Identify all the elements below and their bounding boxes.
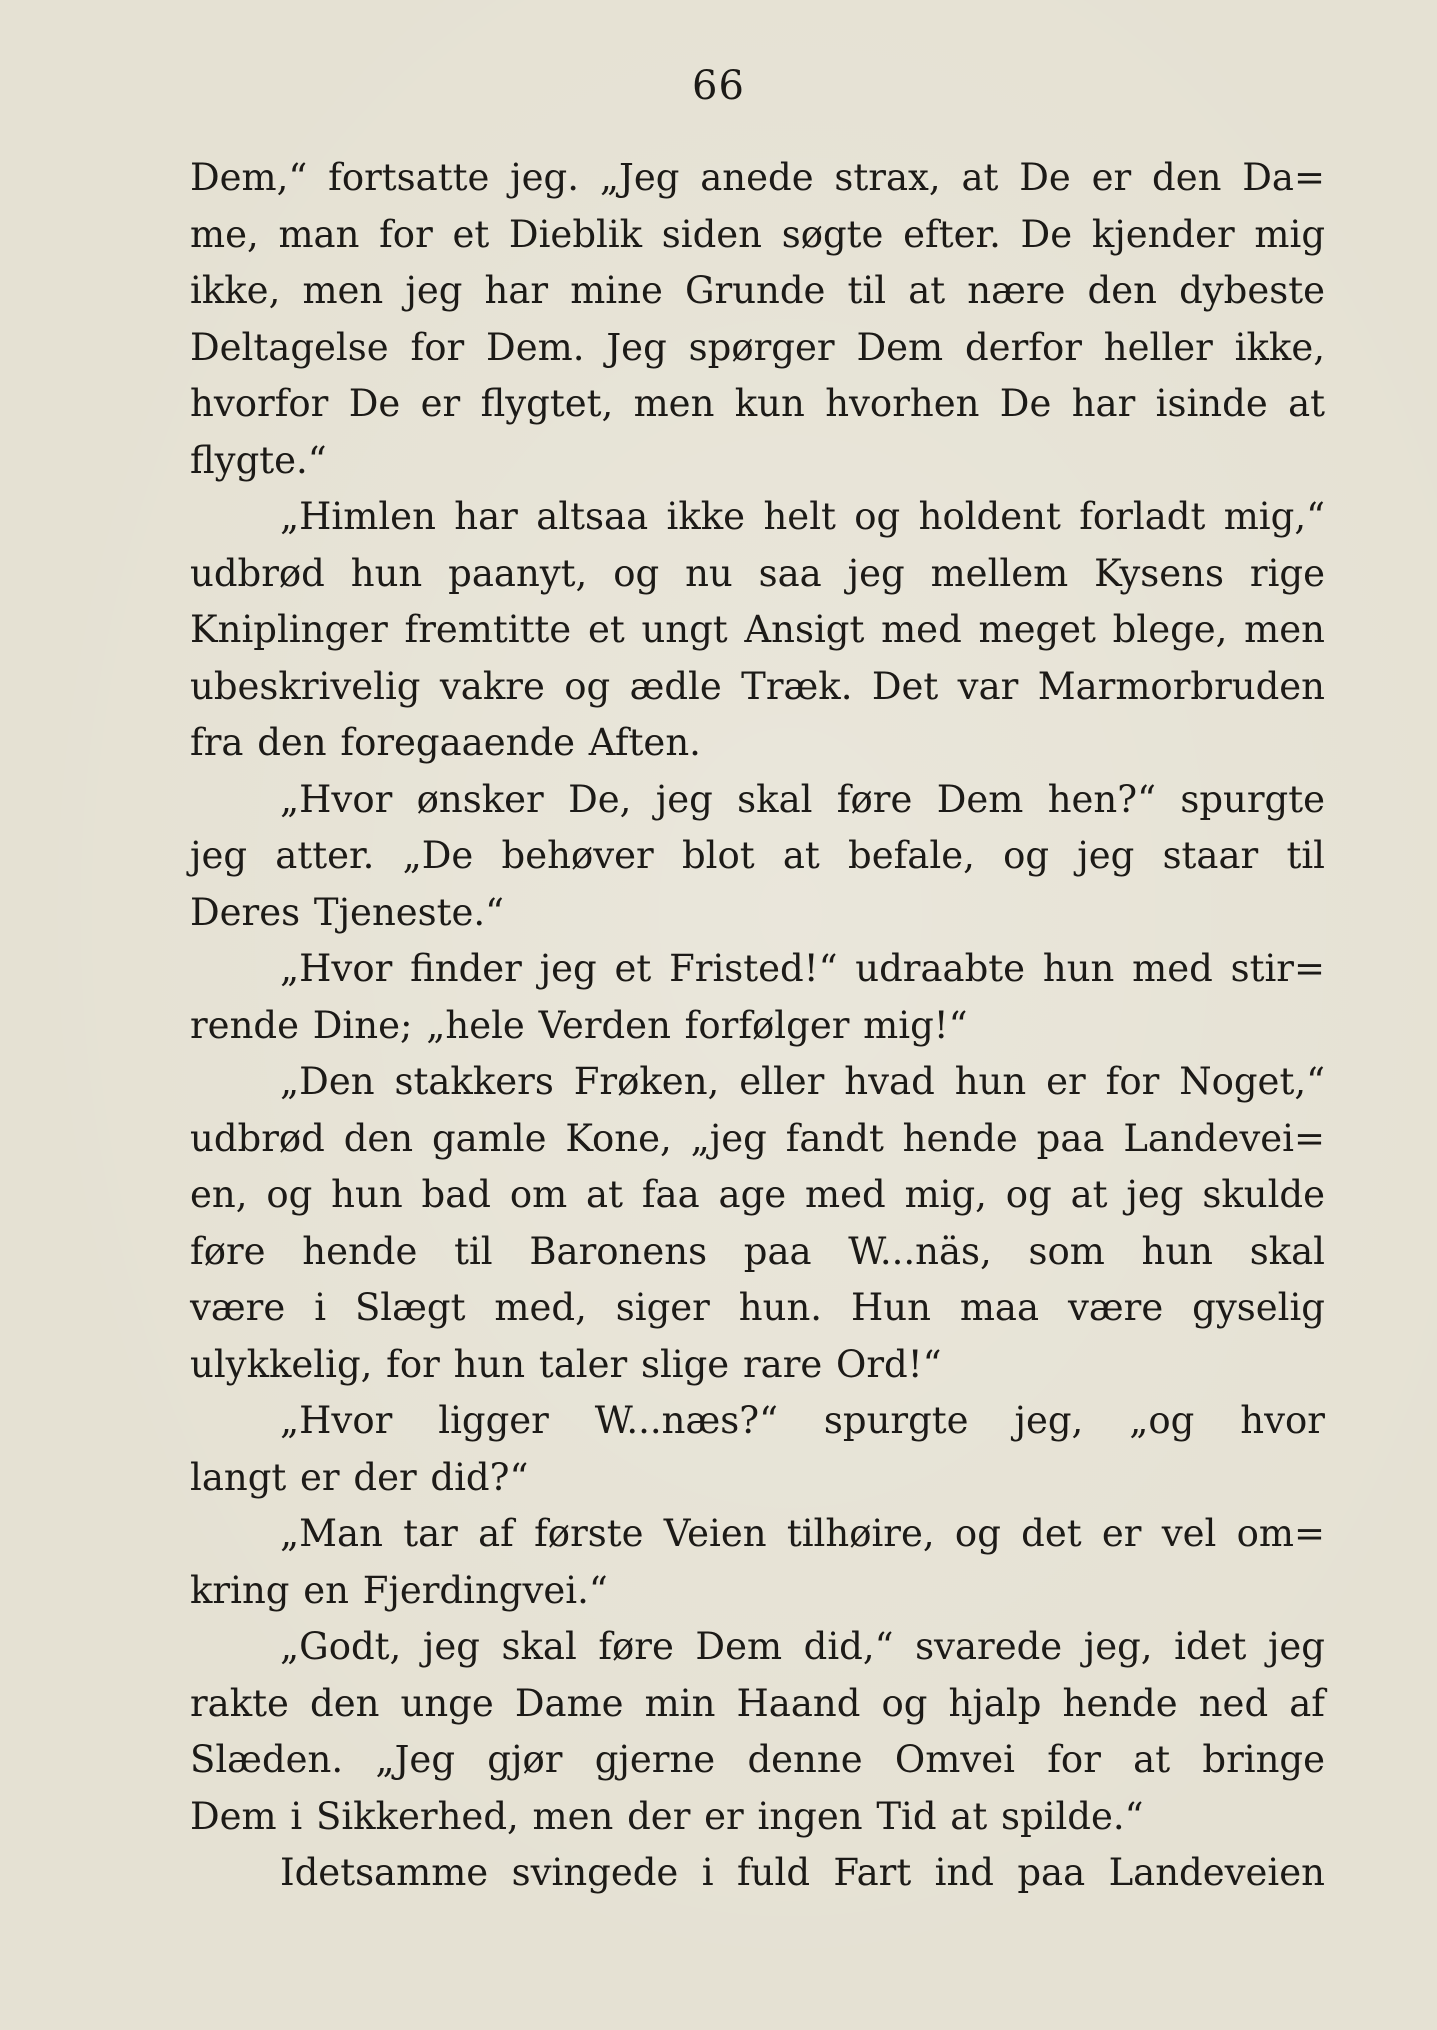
text-line: ubeskrivelig vakre og ædle Træk. Det var Marmorbruden [190, 664, 1325, 708]
text-line: rakte den unge Dame min Haand og hjalp hende ned af [190, 1681, 1325, 1725]
text-line: rende Dine; „hele Verden forfølger mig!“ [190, 1003, 968, 1047]
text-line: „Den stakkers Frøken, eller hvad hun er for Noget,“ [280, 1060, 1325, 1103]
text-line: kring en Fjerdingvei.“ [190, 1568, 608, 1612]
body-text [190, 150, 1325, 1902]
text-line: føre hende til Baronens paa W...näs, som hun skal [190, 1229, 1325, 1273]
text-line: fra den foregaaende Aften. [190, 721, 701, 764]
text-line: „Hvor ligger W...næs?“ spurgte jeg, „og hvor [280, 1399, 1325, 1442]
text-line: Dem i Sikkerhed, men der er ingen Tid at spilde.“ [190, 1794, 1144, 1838]
text-line: Dem,“ fortsatte jeg. „Jeg anede strax, at De er den Da= [190, 156, 1325, 199]
text-line: langt er der did?“ [190, 1455, 529, 1499]
text-line: Deltagelse for Dem. Jeg spørger Dem derfor heller ikke, [190, 325, 1325, 369]
text-line: „Hvor finder jeg et Fristed!“ udraabte hun med stir= [280, 947, 1325, 990]
text-line: „Man tar af første Veien tilhøire, og det er vel om= [280, 1512, 1325, 1555]
text-line: udbrød hun paanyt, og nu saa jeg mellem Kysens rige [190, 551, 1325, 595]
text-line: flygte.“ [190, 438, 327, 482]
text-line: en, og hun bad om at faa age med mig, og at jeg skulde [190, 1173, 1325, 1216]
text-line: hvorfor De er flygtet, men kun hvorhen De har isinde at [190, 382, 1325, 425]
text-line: „Hvor ønsker De, jeg skal føre Dem hen?“ spurgte [280, 777, 1325, 821]
text-line: ulykkelig, for hun taler slige rare Ord!“ [190, 1342, 942, 1386]
text-line: være i Slægt med, siger hun. Hun maa være gyselig [190, 1286, 1325, 1329]
text-line: udbrød den gamle Kone, „jeg fandt hende paa Landevei= [190, 1116, 1325, 1160]
text-line: ikke, men jeg har mine Grunde til at nære den dybeste [190, 269, 1325, 312]
text-line: Kniplinger fremtitte et ungt Ansigt med meget blege, men [190, 608, 1325, 651]
text-line: Idetsamme svingede i fuld Fart ind paa Landeveien [280, 1851, 1325, 1894]
text-line: Deres Tjeneste.“ [190, 890, 505, 934]
text-line: „Himlen har altsaa ikke helt og holdent forladt mig,“ [280, 495, 1325, 538]
text-line: jeg atter. „De behøver blot at befale, og jeg staar til [190, 834, 1325, 877]
text-line: Slæden. „Jeg gjør gjerne denne Omvei for at bringe [190, 1738, 1325, 1781]
page-number: 66 [692, 63, 745, 109]
text-line: me, man for et Dieblik siden søgte efter. De kjender mig [190, 212, 1325, 256]
text-line: „Godt, jeg skal føre Dem did,“ svarede jeg, idet jeg [280, 1625, 1325, 1668]
